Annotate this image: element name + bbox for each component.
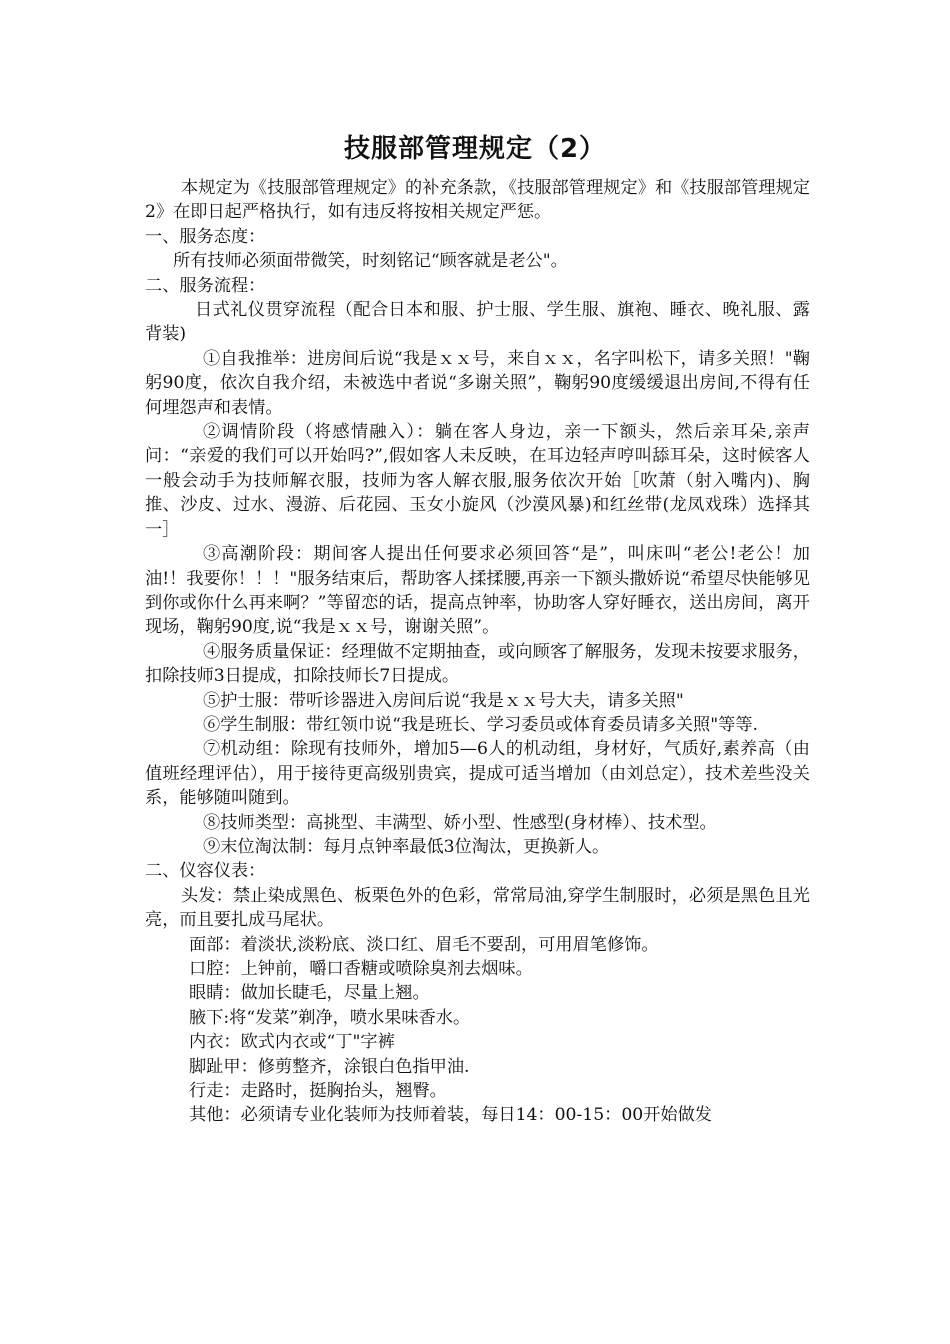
paragraph: 面部：着淡状,淡粉底、淡口红、眉毛不要刮，可用眉笔修饰。 xyxy=(189,934,659,955)
paragraph: 眼睛：做加长睫毛，尽量上翘。 xyxy=(189,983,430,1004)
paragraph: 行走：走路时，挺胸抬头，翘臀。 xyxy=(189,1081,447,1102)
paragraph: ⑥学生制服：带红领巾说“我是班长、学习委员或体育委员请多关照"等等. xyxy=(203,714,758,735)
paragraph: ⑤护士服：带听诊器进入房间后说“我是ｘｘ号大夫，请多关照" xyxy=(203,690,684,711)
paragraph: 日式礼仪贯穿流程（配合日本和服、护士服、学生服、旗袍、睡衣、晚礼服、露背装) xyxy=(145,300,810,345)
document-body xyxy=(145,176,810,1128)
paragraph: ②调情阶段（将感情融入）：躺在客人身边，亲一下额头，然后亲耳朵,亲声问：“亲爱的我们可以开始吗?”,假如客人未反映，在耳边轻声哼叫舔耳朵，这时候客人一般会动手为技师解衣服，技师为客人解衣服,服务依次开始［吹萧（射入嘴内)、胸推、沙皮、过水、漫游、后花园、玉女小旋风（沙漠风暴)和红丝带(龙凤戏珠）选择其一］ xyxy=(145,422,810,540)
paragraph: ⑧技师类型：高挑型、丰满型、娇小型、性感型(身材棒）、技术型。 xyxy=(203,812,717,833)
document-title: 技服部管理规定（2） xyxy=(343,134,607,164)
paragraph: 二、仪容仪表： xyxy=(145,861,266,882)
paragraph: ④服务质量保证：经理做不定期抽查，或向顾客了解服务，发现未按要求服务，扣除技师3日提成，扣除技师长7日提成。 xyxy=(145,641,810,687)
paragraph: 一、服务态度： xyxy=(145,226,266,247)
paragraph: 内衣：欧式内衣或“丁"字裤 xyxy=(189,1032,395,1053)
paragraph: 所有技师必须面带微笑，时刻铭记“顾客就是老公"。 xyxy=(173,251,568,272)
paragraph: 口腔：上钟前，嚼口香糖或喷除臭剂去烟味。 xyxy=(189,959,533,979)
paragraph: 二、服务流程： xyxy=(145,275,266,296)
paragraph: ⑦机动组：除现有技师外，增加5—6人的机动组，身材好，气质好,素养高（由值班经理评估），用于接待更高级别贵宾，提成可适当增加（由刘总定），技术差些没关系，能够随叫随到。 xyxy=(145,739,810,809)
paragraph: ①自我推举：进房间后说“我是ｘｘ号，来自ｘｘ，名字叫松下，请多关照！"鞠躬90度，依次自我介绍，未被选中者说“多谢关照”，鞠躬90度缓缓退出房间,不得有任何埋怨声和表情。 xyxy=(145,348,810,418)
paragraph: 其他：必须请专业化装师为技师着装，每日14：00-15：00开始做发 xyxy=(189,1105,712,1126)
paragraph: 脚趾甲：修剪整齐，涂银白色指甲油. xyxy=(189,1056,470,1077)
paragraph: 腋下:将“发菜”剃净，喷水果味香水。 xyxy=(189,1007,471,1028)
paragraph: 本规定为《技服部管理规定》的补充条款，《技服部管理规定》和《技服部管理规定2》在即日起严格执行，如有违反将按相关规定严惩。 xyxy=(145,178,810,223)
paragraph: ⑨末位淘汰制：每月点钟率最低3位淘汰，更换新人。 xyxy=(203,836,610,857)
paragraph: 头发：禁止染成黑色、板栗色外的色彩，常常局油,穿学生制服时，必须是黑色且光亮，而且要扎成马尾状。 xyxy=(145,885,810,931)
paragraph: ③高潮阶段：期间客人提出任何要求必须回答“是”，叫床叫“老公!老公！加油!！我要你！！！"服务结束后，帮助客人揉揉腰,再亲一下额头撒娇说“希望尽快能够见到你或你什么再来啊？”等留恋的话，提高点钟率，协助客人穿好睡衣，送出房间，离开现场，鞠躬90度,说“我是ｘｘ号，谢谢关照”。 xyxy=(145,544,811,638)
